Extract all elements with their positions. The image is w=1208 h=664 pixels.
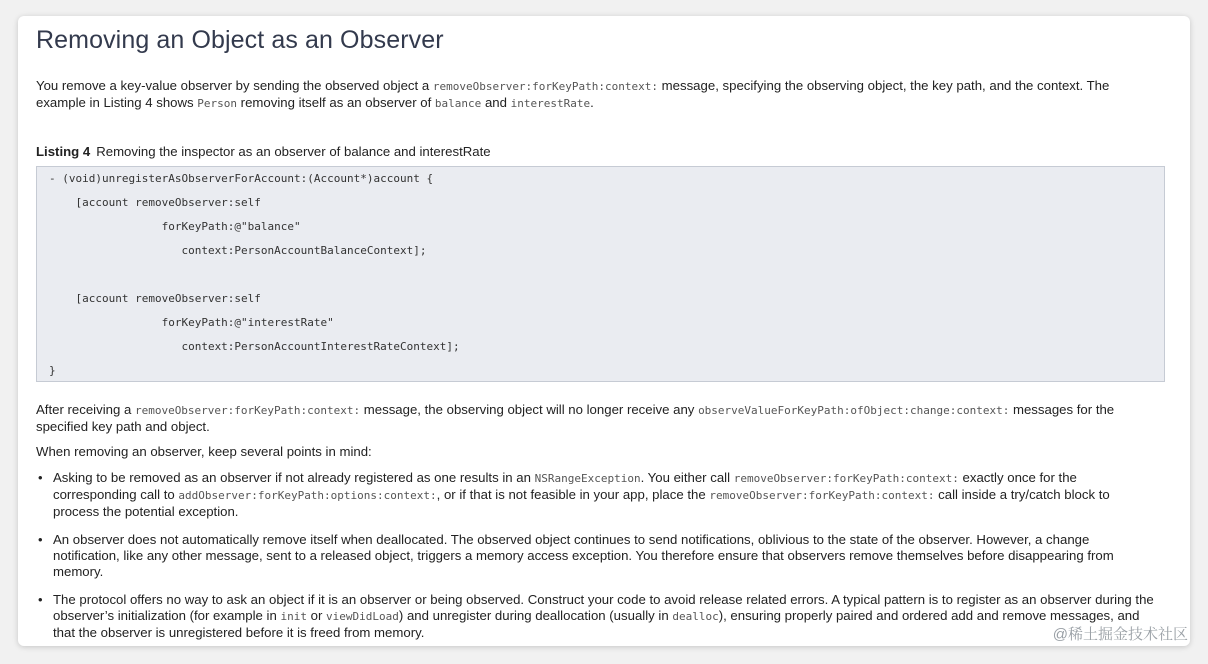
list-item: [36, 532, 1156, 580]
code-line: context:PersonAccountBalanceContext];: [49, 244, 427, 257]
listing-label: Listing 4: [36, 144, 91, 159]
code-line: forKeyPath:@"balance": [49, 220, 301, 233]
code-line: [account removeObserver:self: [49, 292, 261, 305]
bullet-text: or: [306, 608, 327, 623]
bullet-text: ) and unregister during deallocation (usually in: [398, 608, 673, 623]
code-line: forKeyPath:@"interestRate": [49, 316, 334, 329]
after-text-3: messages for the specified key path and object.: [36, 402, 1115, 434]
bullet-code: removeObserver:forKeyPath:context:: [709, 489, 935, 502]
after-code-remove-observer: removeObserver:forKeyPath:context:: [134, 404, 361, 417]
intro-code-person: Person: [197, 97, 238, 110]
bullet-code: dealloc: [672, 610, 719, 623]
after-text-1: After receiving a: [36, 402, 135, 417]
bullet-code: removeObserver:forKeyPath:context:: [733, 472, 959, 485]
listing-caption-text: Removing the inspector as an observer of balance and interestRate: [96, 144, 491, 159]
bullet-text: , or if that is not feasible in your app, place the: [436, 487, 710, 502]
code-listing: [36, 166, 1165, 382]
watermark: @稀土掘金技术社区: [1052, 626, 1188, 643]
after-paragraph: [36, 402, 1156, 435]
bullet-text: ), ensuring properly paired and ordered add and remove messages, and that the observer is unregistered before it is freed from memory.: [53, 608, 1140, 640]
intro-code-balance: balance: [434, 97, 482, 110]
bullet-code: init: [280, 610, 307, 623]
code-line: }: [49, 364, 56, 377]
list-item: [36, 592, 1156, 641]
intro-text-4: and: [481, 95, 511, 110]
bullet-text: exactly once for the corresponding call to: [53, 470, 1077, 502]
bullet-code: addObserver:forKeyPath:options:context:: [178, 489, 437, 502]
bullet-icon: •: [38, 470, 43, 485]
bullet-text: . You either call: [640, 470, 734, 485]
intro-text-2: message, specifying the observing object, the key path, and the context. The example in Listing 4 shows: [36, 78, 1110, 110]
bullet-code: NSRangeException: [534, 472, 641, 485]
list-item: [36, 470, 1156, 520]
code-line: context:PersonAccountInterestRateContext];: [49, 340, 460, 353]
intro-code-remove-observer: removeObserver:forKeyPath:context:: [432, 80, 659, 93]
bullet-icon: •: [38, 532, 43, 547]
intro-paragraph: [36, 78, 1156, 112]
after-code-observe-value: observeValueForKeyPath:ofObject:change:context:: [698, 404, 1010, 417]
after-text-2: message, the observing object will no longer receive any: [360, 402, 699, 417]
document-card: [18, 16, 1190, 646]
points-list: [36, 470, 1156, 646]
bullet-code: viewDidLoad: [326, 610, 399, 623]
bullet-icon: •: [38, 592, 43, 607]
intro-text-5: .: [590, 95, 594, 110]
intro-text-3: removing itself as an observer of: [237, 95, 435, 110]
bullet-text: call inside a try/catch block to process the potential exception.: [53, 487, 1110, 519]
code-line: - (void)unregisterAsObserverForAccount:(Account*)account {: [49, 172, 434, 185]
code-line: [account removeObserver:self: [49, 196, 261, 209]
intro-code-interest-rate: interestRate: [510, 97, 591, 110]
bullet-text: The protocol offers no way to ask an object if it is an observer or being observed. Construct your code to avoid release related errors. A typical pattern is to register as an observer during the observer’s initialization (for example in: [53, 592, 1154, 623]
points-intro: When removing an observer, keep several points in mind:: [36, 444, 372, 459]
bullet-text: An observer does not automatically remove itself when deallocated. The observed object continues to send notifications, oblivious to the state of the observer. However, a change notification, like any other message, sent to a released object, triggers a memory access exception. You therefore ensure that observers remove themselves before disappearing from memory.: [53, 532, 1114, 579]
listing-caption: [36, 144, 491, 159]
intro-text-1: You remove a key-value observer by sending the observed object a: [36, 78, 433, 93]
page-title: Removing an Object as an Observer: [36, 26, 444, 54]
bullet-text: Asking to be removed as an observer if not already registered as one results in an: [53, 470, 535, 485]
